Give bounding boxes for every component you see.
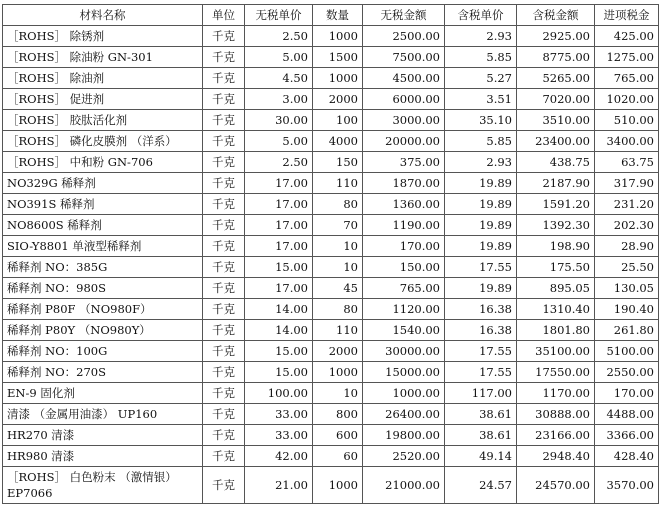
- value-cell: 4000: [313, 131, 363, 152]
- table-row: [3, 194, 659, 215]
- value-cell: 35.10: [445, 110, 517, 131]
- table-row: [3, 89, 659, 110]
- value-cell: 2520.00: [363, 446, 445, 467]
- value-cell: 10: [313, 383, 363, 404]
- unit-cell: 千克: [203, 89, 245, 110]
- value-cell: 170.00: [595, 383, 659, 404]
- column-header: 含税单价: [445, 5, 517, 26]
- column-header: 含税金额: [517, 5, 595, 26]
- value-cell: 17.00: [245, 173, 313, 194]
- column-header: 进项税金: [595, 5, 659, 26]
- value-cell: 1020.00: [595, 89, 659, 110]
- value-cell: 175.50: [517, 257, 595, 278]
- material-name-cell: EN-9 固化剂: [3, 383, 203, 404]
- value-cell: 16.38: [445, 299, 517, 320]
- value-cell: 2.93: [445, 26, 517, 47]
- column-header: 单位: [203, 5, 245, 26]
- value-cell: 3510.00: [517, 110, 595, 131]
- value-cell: 110: [313, 320, 363, 341]
- materials-table: [2, 4, 659, 504]
- material-name-cell: NO329G 稀释剂: [3, 173, 203, 194]
- unit-cell: 千克: [203, 236, 245, 257]
- value-cell: 1500: [313, 47, 363, 68]
- table-row: [3, 47, 659, 68]
- value-cell: 17550.00: [517, 362, 595, 383]
- value-cell: 20000.00: [363, 131, 445, 152]
- table-row: [3, 131, 659, 152]
- value-cell: 202.30: [595, 215, 659, 236]
- table-row: [3, 383, 659, 404]
- value-cell: 5.00: [245, 131, 313, 152]
- column-header: 数量: [313, 5, 363, 26]
- unit-cell: 千克: [203, 425, 245, 446]
- value-cell: 2948.40: [517, 446, 595, 467]
- value-cell: 49.14: [445, 446, 517, 467]
- value-cell: 25.50: [595, 257, 659, 278]
- value-cell: 765.00: [595, 68, 659, 89]
- unit-cell: 千克: [203, 341, 245, 362]
- material-name-cell: ［ROHS］ 促进剂: [3, 89, 203, 110]
- value-cell: 150.00: [363, 257, 445, 278]
- unit-cell: 千克: [203, 173, 245, 194]
- value-cell: 17.55: [445, 362, 517, 383]
- table-row: [3, 26, 659, 47]
- table-row: [3, 467, 659, 504]
- table-row: [3, 257, 659, 278]
- value-cell: 19800.00: [363, 425, 445, 446]
- value-cell: 30888.00: [517, 404, 595, 425]
- value-cell: 15.00: [245, 362, 313, 383]
- value-cell: 4488.00: [595, 404, 659, 425]
- value-cell: 15.00: [245, 257, 313, 278]
- column-header: 材料名称: [3, 5, 203, 26]
- value-cell: 100: [313, 110, 363, 131]
- value-cell: 7020.00: [517, 89, 595, 110]
- value-cell: 19.89: [445, 236, 517, 257]
- material-name-cell: ［ROHS］ 除锈剂: [3, 26, 203, 47]
- unit-cell: 千克: [203, 131, 245, 152]
- value-cell: 1360.00: [363, 194, 445, 215]
- value-cell: 1591.20: [517, 194, 595, 215]
- table-row: [3, 215, 659, 236]
- material-name-cell: NO8600S 稀释剂: [3, 215, 203, 236]
- unit-cell: 千克: [203, 383, 245, 404]
- unit-cell: 千克: [203, 299, 245, 320]
- value-cell: 1392.30: [517, 215, 595, 236]
- value-cell: 3366.00: [595, 425, 659, 446]
- table-row: [3, 446, 659, 467]
- value-cell: 1120.00: [363, 299, 445, 320]
- value-cell: 425.00: [595, 26, 659, 47]
- value-cell: 3400.00: [595, 131, 659, 152]
- column-header: 无税金额: [363, 5, 445, 26]
- value-cell: 438.75: [517, 152, 595, 173]
- value-cell: 2.93: [445, 152, 517, 173]
- unit-cell: 千克: [203, 404, 245, 425]
- table-body: [3, 26, 659, 504]
- table-row: [3, 278, 659, 299]
- value-cell: 600: [313, 425, 363, 446]
- value-cell: 1310.40: [517, 299, 595, 320]
- value-cell: 1870.00: [363, 173, 445, 194]
- unit-cell: 千克: [203, 278, 245, 299]
- value-cell: 24.57: [445, 467, 517, 504]
- value-cell: 14.00: [245, 320, 313, 341]
- material-name-cell: ［ROHS］ 除油剂: [3, 68, 203, 89]
- material-name-cell: ［ROHS］ 磷化皮膜剂 （洋系）: [3, 131, 203, 152]
- value-cell: 1000.00: [363, 383, 445, 404]
- material-name-cell: ［ROHS］ 白色粉末 （激情银） EP7066: [3, 467, 203, 504]
- value-cell: 33.00: [245, 404, 313, 425]
- value-cell: 261.80: [595, 320, 659, 341]
- value-cell: 21.00: [245, 467, 313, 504]
- value-cell: 3.51: [445, 89, 517, 110]
- material-name-cell: ［ROHS］ 除油粉 GN-301: [3, 47, 203, 68]
- table-row: [3, 173, 659, 194]
- value-cell: 1190.00: [363, 215, 445, 236]
- value-cell: 42.00: [245, 446, 313, 467]
- value-cell: 2550.00: [595, 362, 659, 383]
- value-cell: 24570.00: [517, 467, 595, 504]
- value-cell: 17.55: [445, 257, 517, 278]
- value-cell: 33.00: [245, 425, 313, 446]
- value-cell: 30000.00: [363, 341, 445, 362]
- value-cell: 15.00: [245, 341, 313, 362]
- table-row: [3, 68, 659, 89]
- value-cell: 110: [313, 173, 363, 194]
- value-cell: 765.00: [363, 278, 445, 299]
- material-name-cell: ［ROHS］ 胶肽活化剂: [3, 110, 203, 131]
- value-cell: 28.90: [595, 236, 659, 257]
- value-cell: 4500.00: [363, 68, 445, 89]
- value-cell: 1000: [313, 362, 363, 383]
- unit-cell: 千克: [203, 47, 245, 68]
- value-cell: 70: [313, 215, 363, 236]
- value-cell: 2187.90: [517, 173, 595, 194]
- value-cell: 38.61: [445, 404, 517, 425]
- value-cell: 5100.00: [595, 341, 659, 362]
- value-cell: 63.75: [595, 152, 659, 173]
- value-cell: 2000: [313, 89, 363, 110]
- value-cell: 3.00: [245, 89, 313, 110]
- value-cell: 6000.00: [363, 89, 445, 110]
- table-row: [3, 425, 659, 446]
- value-cell: 190.40: [595, 299, 659, 320]
- value-cell: 2925.00: [517, 26, 595, 47]
- table-row: [3, 152, 659, 173]
- value-cell: 5.27: [445, 68, 517, 89]
- header-row: [3, 5, 659, 26]
- column-header: 无税单价: [245, 5, 313, 26]
- value-cell: 60: [313, 446, 363, 467]
- value-cell: 150: [313, 152, 363, 173]
- material-name-cell: 稀释剂 NO：980S: [3, 278, 203, 299]
- value-cell: 17.00: [245, 194, 313, 215]
- value-cell: 23166.00: [517, 425, 595, 446]
- material-name-cell: NO391S 稀释剂: [3, 194, 203, 215]
- value-cell: 14.00: [245, 299, 313, 320]
- value-cell: 26400.00: [363, 404, 445, 425]
- value-cell: 5.85: [445, 131, 517, 152]
- value-cell: 1540.00: [363, 320, 445, 341]
- unit-cell: 千克: [203, 110, 245, 131]
- material-name-cell: ［ROHS］ 中和粉 GN-706: [3, 152, 203, 173]
- value-cell: 5.00: [245, 47, 313, 68]
- value-cell: 17.00: [245, 215, 313, 236]
- unit-cell: 千克: [203, 362, 245, 383]
- value-cell: 19.89: [445, 215, 517, 236]
- value-cell: 1801.80: [517, 320, 595, 341]
- material-name-cell: 稀释剂 P80F （NO980F）: [3, 299, 203, 320]
- unit-cell: 千克: [203, 68, 245, 89]
- value-cell: 21000.00: [363, 467, 445, 504]
- value-cell: 2500.00: [363, 26, 445, 47]
- value-cell: 7500.00: [363, 47, 445, 68]
- value-cell: 895.05: [517, 278, 595, 299]
- value-cell: 170.00: [363, 236, 445, 257]
- value-cell: 45: [313, 278, 363, 299]
- table-row: [3, 362, 659, 383]
- value-cell: 19.89: [445, 173, 517, 194]
- value-cell: 35100.00: [517, 341, 595, 362]
- value-cell: 117.00: [445, 383, 517, 404]
- value-cell: 800: [313, 404, 363, 425]
- value-cell: 2.50: [245, 152, 313, 173]
- table-row: [3, 236, 659, 257]
- material-name-cell: HR980 清漆: [3, 446, 203, 467]
- unit-cell: 千克: [203, 194, 245, 215]
- value-cell: 8775.00: [517, 47, 595, 68]
- value-cell: 130.05: [595, 278, 659, 299]
- value-cell: 1275.00: [595, 47, 659, 68]
- unit-cell: 千克: [203, 257, 245, 278]
- value-cell: 19.89: [445, 278, 517, 299]
- value-cell: 10: [313, 236, 363, 257]
- value-cell: 375.00: [363, 152, 445, 173]
- value-cell: 231.20: [595, 194, 659, 215]
- material-name-cell: SIO-Y8801 单液型稀释剂: [3, 236, 203, 257]
- value-cell: 317.90: [595, 173, 659, 194]
- value-cell: 17.55: [445, 341, 517, 362]
- value-cell: 17.00: [245, 278, 313, 299]
- unit-cell: 千克: [203, 320, 245, 341]
- value-cell: 3000.00: [363, 110, 445, 131]
- value-cell: 30.00: [245, 110, 313, 131]
- material-name-cell: 稀释剂 NO：100G: [3, 341, 203, 362]
- unit-cell: 千克: [203, 26, 245, 47]
- value-cell: 80: [313, 194, 363, 215]
- value-cell: 15000.00: [363, 362, 445, 383]
- value-cell: 4.50: [245, 68, 313, 89]
- value-cell: 2.50: [245, 26, 313, 47]
- value-cell: 5.85: [445, 47, 517, 68]
- value-cell: 1000: [313, 26, 363, 47]
- value-cell: 3570.00: [595, 467, 659, 504]
- value-cell: 10: [313, 257, 363, 278]
- value-cell: 1000: [313, 467, 363, 504]
- unit-cell: 千克: [203, 467, 245, 504]
- value-cell: 100.00: [245, 383, 313, 404]
- value-cell: 428.40: [595, 446, 659, 467]
- unit-cell: 千克: [203, 446, 245, 467]
- value-cell: 17.00: [245, 236, 313, 257]
- value-cell: 19.89: [445, 194, 517, 215]
- material-name-cell: HR270 清漆: [3, 425, 203, 446]
- table-row: [3, 110, 659, 131]
- value-cell: 198.90: [517, 236, 595, 257]
- value-cell: 38.61: [445, 425, 517, 446]
- table-row: [3, 320, 659, 341]
- value-cell: 1000: [313, 68, 363, 89]
- value-cell: 2000: [313, 341, 363, 362]
- value-cell: 5265.00: [517, 68, 595, 89]
- value-cell: 510.00: [595, 110, 659, 131]
- material-name-cell: 清漆 （金属用油漆） UP160: [3, 404, 203, 425]
- table-row: [3, 341, 659, 362]
- value-cell: 16.38: [445, 320, 517, 341]
- material-name-cell: 稀释剂 NO：270S: [3, 362, 203, 383]
- table-row: [3, 299, 659, 320]
- value-cell: 23400.00: [517, 131, 595, 152]
- table-row: [3, 404, 659, 425]
- material-name-cell: 稀释剂 NO：385G: [3, 257, 203, 278]
- value-cell: 1170.00: [517, 383, 595, 404]
- value-cell: 80: [313, 299, 363, 320]
- unit-cell: 千克: [203, 215, 245, 236]
- unit-cell: 千克: [203, 152, 245, 173]
- material-name-cell: 稀释剂 P80Y （NO980Y）: [3, 320, 203, 341]
